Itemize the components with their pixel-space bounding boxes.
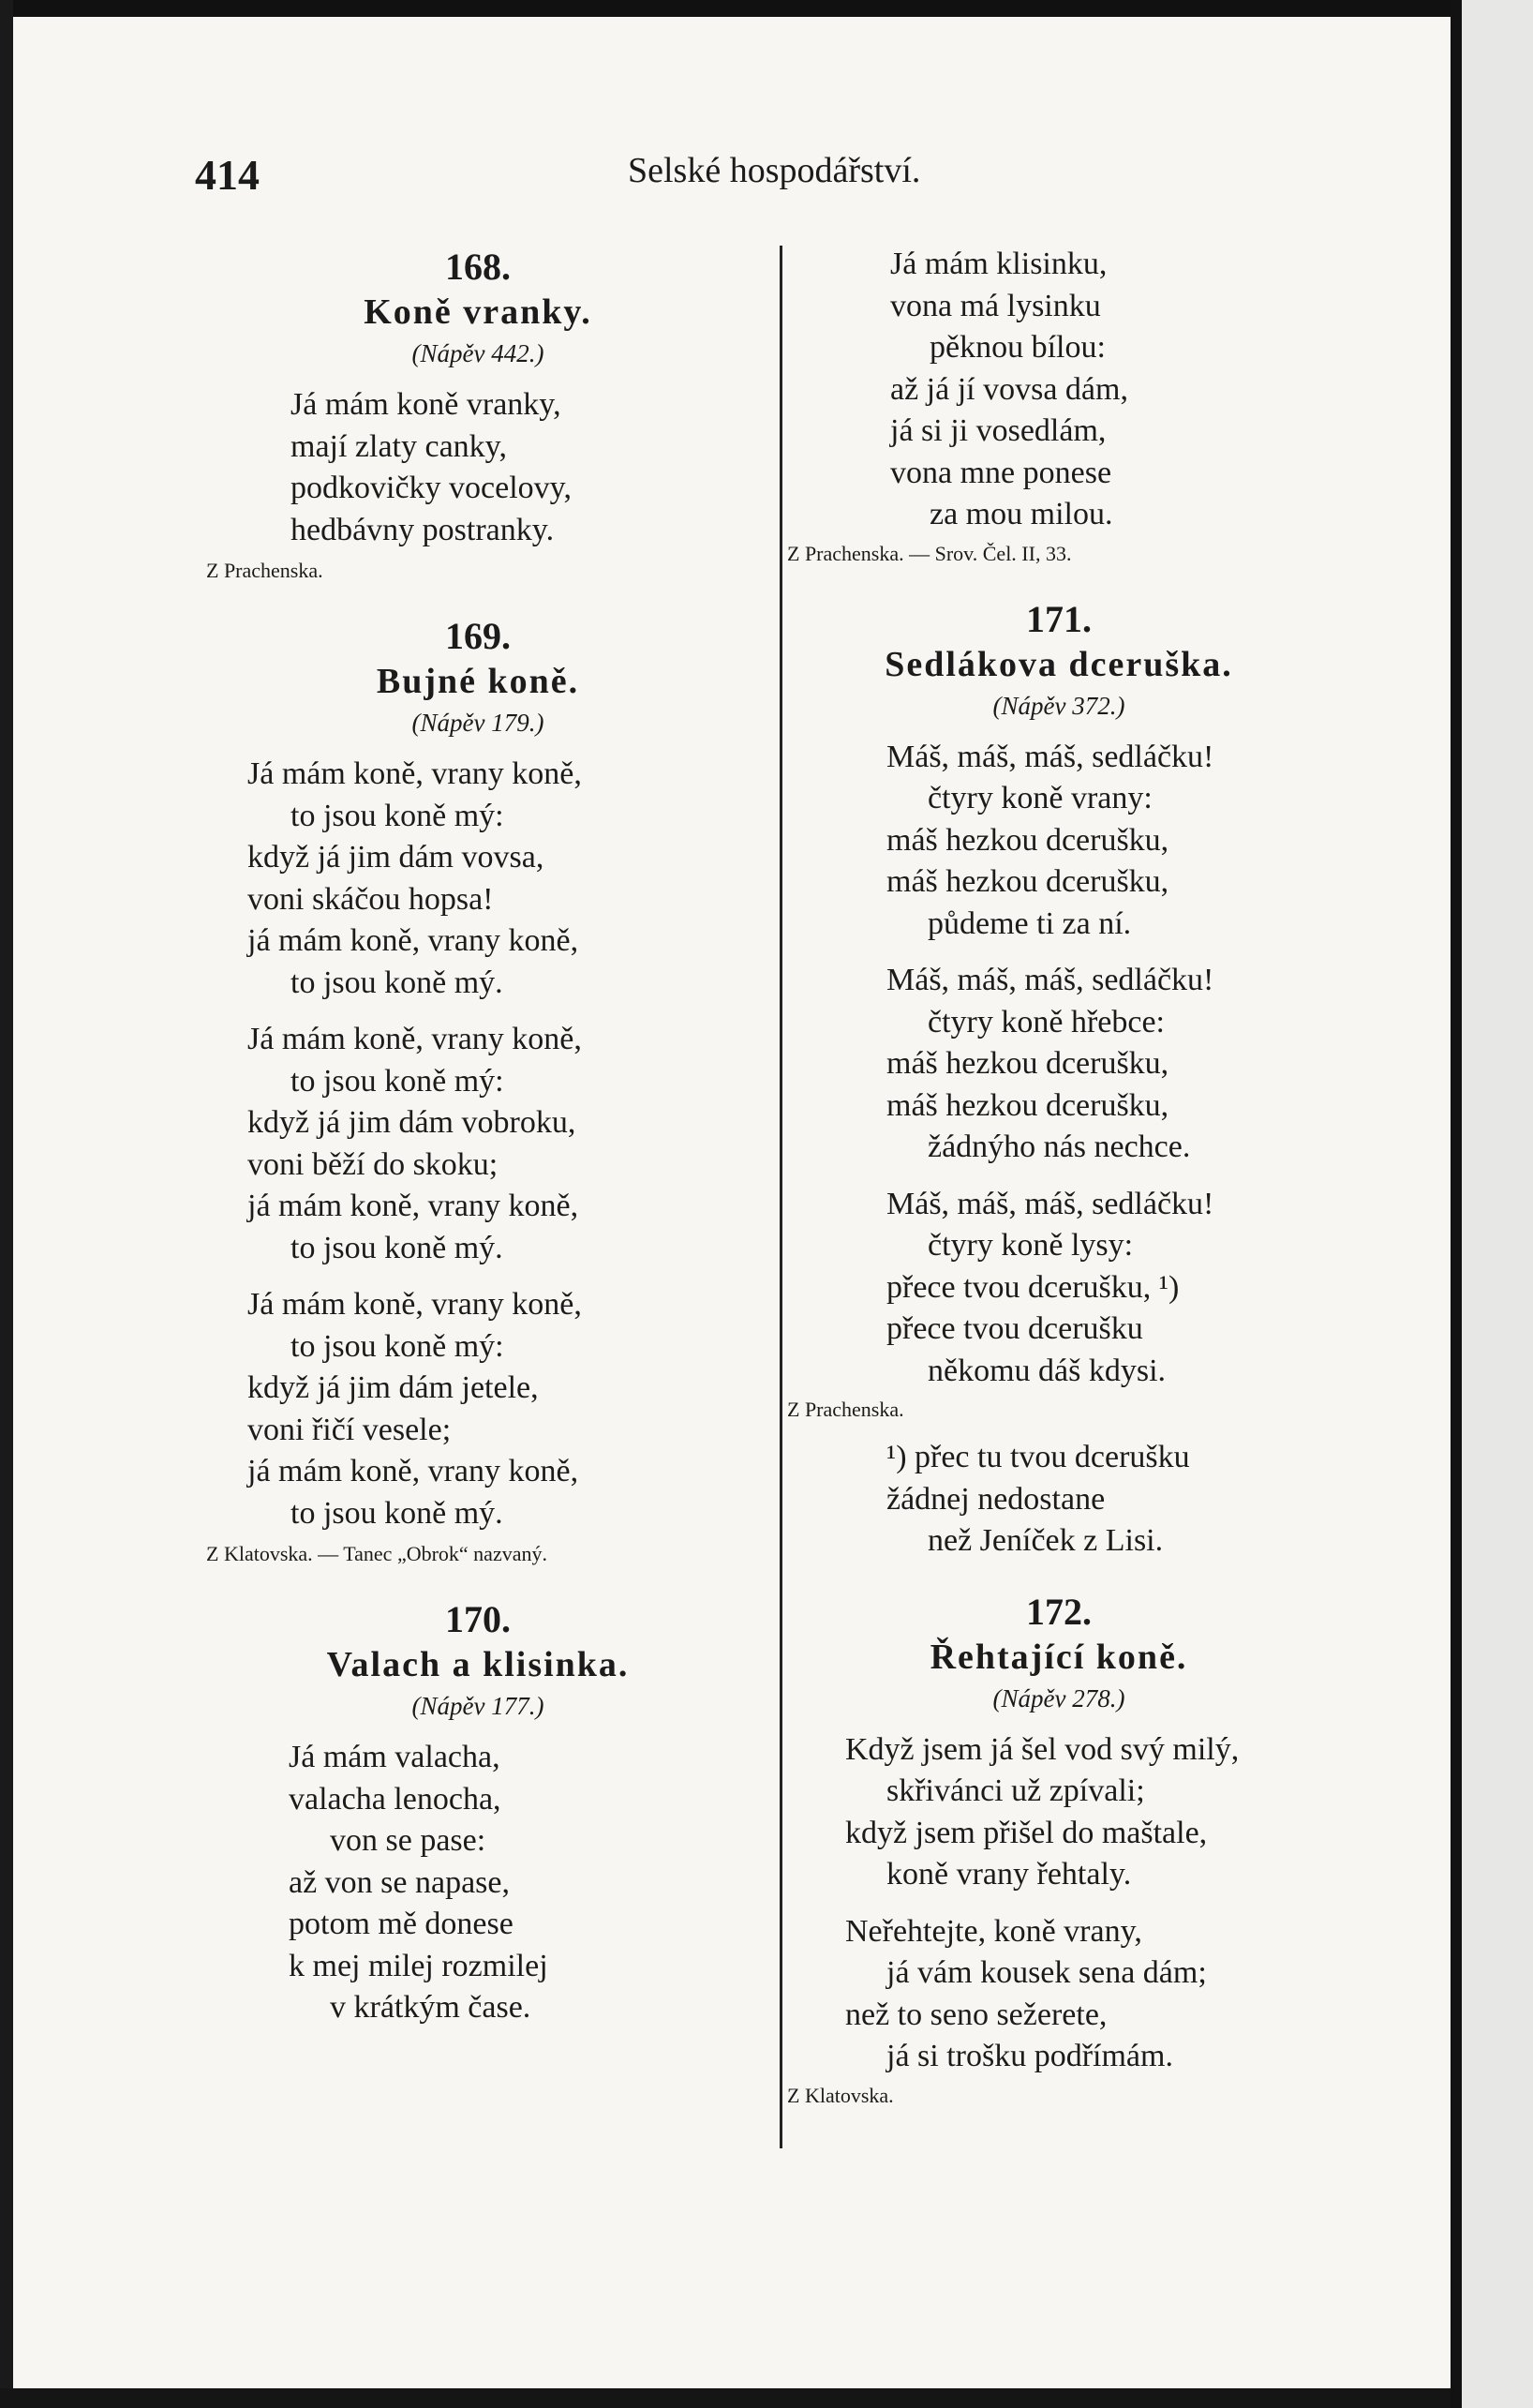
verse-line: to jsou koně mý: — [290, 798, 504, 833]
verse-line: valacha lenocha, — [289, 1781, 501, 1817]
tune-reference: (Nápěv 179.) — [411, 709, 544, 737]
verse-line: Máš, máš, máš, sedláčku! — [886, 1186, 1214, 1221]
song-number: 172. — [1026, 1590, 1092, 1633]
tune-reference: (Nápěv 278.) — [992, 1683, 1125, 1713]
verse-line: půdeme ti za ní. — [928, 905, 1132, 941]
scan-edge-top — [0, 0, 1533, 17]
column-rule — [780, 246, 782, 2148]
verse-line: Já mám klisinku, — [890, 247, 1108, 281]
verse-line: já si trošku podřímám. — [886, 2039, 1173, 2073]
verse-line: přece tvou dcerušku — [886, 1311, 1143, 1346]
verse-line: za mou milou. — [930, 497, 1113, 531]
page-number: 414 — [195, 151, 260, 199]
song-title: Sedlákova dceruška. — [885, 644, 1233, 684]
verse-line: to jsou koně mý. — [290, 965, 503, 1000]
tune-reference: (Nápěv 442.) — [411, 339, 544, 367]
song-number: 171. — [1026, 597, 1092, 640]
stanza — [796, 1729, 1321, 1896]
verse-line: to jsou koně mý: — [290, 1328, 504, 1364]
song-title: Valach a klisinka. — [326, 1645, 630, 1684]
verse-line: k mej milej rozmilej — [289, 1948, 548, 1983]
verse-line: žádnýho nás nechce. — [928, 1129, 1191, 1164]
tune-reference: (Nápěv 372.) — [992, 691, 1125, 720]
verse-line: máš hezkou dcerušku, — [886, 822, 1169, 858]
verse-line: než to seno sežerete, — [845, 1997, 1108, 2032]
verse-line: čtyry koně vrany: — [928, 781, 1153, 815]
verse-line: když já jim dám jetele, — [247, 1370, 539, 1405]
footnote-line: než Jeníček z Lisi. — [928, 1523, 1164, 1558]
verse-line: někomu dáš kdysi. — [928, 1353, 1167, 1388]
stanza — [796, 1184, 1321, 1393]
verse-line: máš hezkou dcerušku, — [886, 1046, 1169, 1081]
verse-line: až von se napase, — [289, 1864, 511, 1900]
verse-line: voni řičí vesele; — [247, 1412, 452, 1447]
verse-line: to jsou koně mý. — [290, 1495, 503, 1531]
verse-line: skřivánci už zpívali; — [886, 1773, 1145, 1808]
stanza — [197, 1737, 759, 2029]
tune-reference: (Nápěv 177.) — [411, 1692, 544, 1720]
verse-line: já si ji vosedlám, — [890, 413, 1107, 448]
verse-line: když jsem přišel do maštale, — [845, 1815, 1208, 1850]
verse-line: máš hezkou dcerušku, — [886, 1087, 1169, 1123]
footnote — [796, 1437, 1321, 1563]
verse-line: já mám koně, vrany koně, — [247, 923, 579, 958]
left-column — [197, 244, 759, 2044]
verse-line: vona mne ponese — [890, 455, 1112, 490]
footnote-line: ¹) přec tu tvou dcerušku — [886, 1440, 1190, 1474]
verse-line: von se pase: — [330, 1823, 486, 1858]
footnote-line: žádnej nedostane — [886, 1481, 1106, 1517]
verse-line: Já mám valacha, — [289, 1740, 500, 1774]
verse-line: čtyry koně hřebce: — [928, 1004, 1165, 1039]
scan-margin-right — [1462, 0, 1533, 2408]
verse-line: Máš, máš, máš, sedláčku! — [886, 739, 1214, 774]
verse-line: to jsou koně mý: — [290, 1063, 504, 1099]
song-number: 168. — [445, 246, 511, 288]
verse-line: já mám koně, vrany koně, — [247, 1454, 579, 1488]
stanza — [796, 960, 1321, 1169]
verse-line: pěknou bílou: — [930, 330, 1106, 365]
verse-line: hedbávny postranky. — [290, 512, 555, 547]
stanza — [796, 244, 1321, 536]
verse-line: když já jim dám vobroku, — [247, 1105, 576, 1140]
verse-line: Já mám koně, vrany koně, — [247, 756, 582, 791]
verse-line: v krátkým čase. — [330, 1990, 531, 2025]
verse-line: Máš, máš, máš, sedláčku! — [886, 963, 1214, 997]
verse-line: až já jí vovsa dám, — [890, 371, 1128, 407]
verse-line: Když jsem já šel vod svý milý, — [845, 1731, 1240, 1767]
verse-line: to jsou koně mý. — [290, 1230, 503, 1265]
verse-line: když já jim dám vovsa, — [247, 840, 544, 875]
song-title: Bujné koně. — [376, 662, 580, 701]
verse-line: Neřehtejte, koně vrany, — [845, 1913, 1142, 1949]
song-number: 170. — [445, 1598, 511, 1640]
verse-line: mají zlaty canky, — [290, 428, 507, 464]
stanza — [197, 1284, 759, 1534]
verse-line: Já mám koně, vrany koně, — [247, 1022, 582, 1056]
verse-line: Já mám koně, vrany koně, — [247, 1287, 582, 1322]
verse-line: koně vrany řehtaly. — [886, 1857, 1132, 1892]
stanza — [796, 1911, 1321, 2078]
verse-line: vona má lysinku — [890, 288, 1101, 323]
scan-edge-left — [0, 0, 13, 2408]
verse-line: já mám koně, vrany koně, — [247, 1189, 579, 1223]
stanza — [197, 754, 759, 1004]
stanza — [197, 384, 759, 551]
verse-line: voni skáčou hopsa! — [247, 881, 494, 917]
song-number: 169. — [445, 615, 511, 657]
scan-edge-right — [1451, 0, 1462, 2408]
verse-line: máš hezkou dcerušku, — [886, 864, 1169, 899]
verse-line: voni běží do skoku; — [247, 1146, 499, 1182]
song-source: Z Prachenska. — [787, 1398, 904, 1421]
song-source: Z Prachenska. — Srov. Čel. II, 33. — [787, 541, 1072, 565]
verse-line: Já mám koně vranky, — [290, 387, 561, 422]
right-column — [787, 244, 1321, 2112]
song-title: Koně vranky. — [364, 292, 592, 332]
verse-line: já vám kousek sena dám; — [886, 1955, 1207, 1990]
song-source: Z Klatovska. — [787, 2083, 894, 2107]
stanza — [197, 1019, 759, 1269]
song-source: Z Klatovska. — Tanec „Obrok“ nazvaný. — [206, 1542, 547, 1565]
verse-line: přece tvou dcerušku, ¹) — [886, 1269, 1180, 1305]
stanza — [796, 737, 1321, 946]
verse-line: čtyry koně lysy: — [928, 1228, 1134, 1263]
song-title: Řehtající koně. — [930, 1637, 1188, 1677]
running-head: Selské hospodářství. — [628, 151, 921, 190]
song-source: Z Prachenska. — [206, 559, 323, 582]
verse-line: potom mě donese — [289, 1907, 513, 1941]
scan-edge-bottom — [0, 2388, 1533, 2408]
verse-line: podkovičky vocelovy, — [290, 471, 572, 505]
